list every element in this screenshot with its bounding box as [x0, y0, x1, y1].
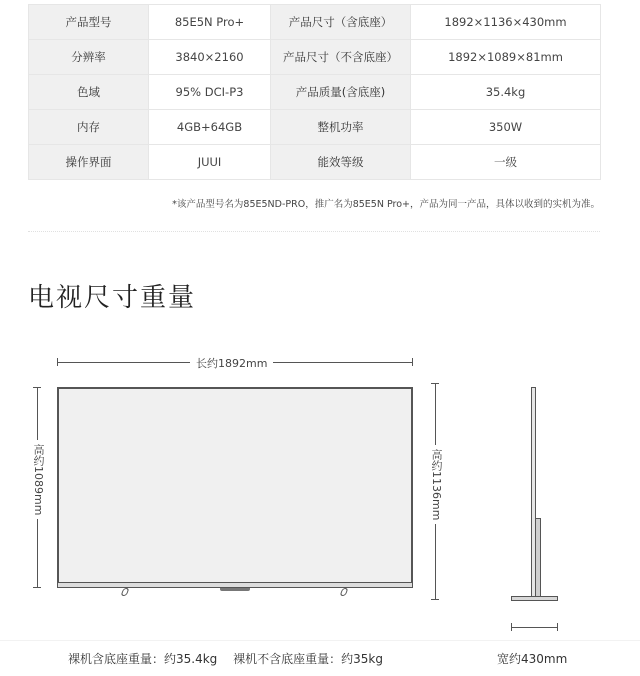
tv-stand-neck [536, 518, 541, 597]
footnote: *该产品型号名为85E5ND-PRO，推广名为85E5N Pro+，产品为同一产品，具体以收到的实机为准。 [172, 199, 600, 210]
table-row [29, 5, 601, 40]
spec-label: 产品型号 [29, 5, 149, 40]
spec-label: 产品尺寸（不含底座） [271, 40, 411, 75]
spec-value: 1892×1136×430mm [411, 5, 601, 40]
weight-with-stand: 裸机含底座重量：约35.4kg [68, 652, 218, 666]
spec-label: 整机功率 [271, 110, 411, 145]
tv-center-logo-tab [220, 588, 250, 591]
tv-foot-left [121, 588, 130, 596]
dimension-cap [33, 387, 41, 388]
spec-value: 3840×2160 [149, 40, 271, 75]
spec-label: 操作界面 [29, 145, 149, 180]
spec-label: 产品质量(含底座) [271, 75, 411, 110]
dimension-cap [57, 358, 58, 366]
height-with-stand-label: 高约1136mm [428, 445, 444, 524]
table-row [29, 75, 601, 110]
dimension-cap [557, 623, 558, 631]
table-row [29, 110, 601, 145]
table-row [29, 40, 601, 75]
dimension-cap [511, 623, 512, 631]
tv-screen [57, 387, 413, 584]
width-label: 长约1892mm [190, 355, 273, 371]
dimension-cap [431, 599, 439, 600]
table-row [29, 145, 601, 180]
depth-dimension-line [511, 627, 558, 628]
spec-label: 分辨率 [29, 40, 149, 75]
height-no-stand-label: 高约1089mm [30, 440, 46, 519]
spec-label: 色域 [29, 75, 149, 110]
section-title: 电视尺寸重量 [28, 283, 197, 313]
spec-value: 4GB+64GB [149, 110, 271, 145]
spec-value: 95% DCI-P3 [149, 75, 271, 110]
divider [28, 231, 600, 232]
weight-without-stand: 裸机不含底座重量：约35kg [233, 652, 383, 666]
spec-label: 内存 [29, 110, 149, 145]
spec-value: 35.4kg [411, 75, 601, 110]
spec-value: 1892×1089×81mm [411, 40, 601, 75]
tv-foot-right [340, 588, 349, 596]
divider [0, 640, 640, 641]
tv-stand-base [511, 596, 558, 601]
dimension-cap [412, 358, 413, 366]
dimension-cap [431, 383, 439, 384]
spec-value: 350W [411, 110, 601, 145]
spec-value: 一级 [411, 145, 601, 180]
dimension-cap [33, 587, 41, 588]
weight-info [68, 650, 383, 667]
spec-label: 能效等级 [271, 145, 411, 180]
spec-value: JUUI [149, 145, 271, 180]
spec-value: 85E5N Pro+ [149, 5, 271, 40]
spec-table [28, 4, 601, 180]
spec-label: 产品尺寸（含底座） [271, 5, 411, 40]
depth-label: 宽约430mm [497, 652, 568, 666]
